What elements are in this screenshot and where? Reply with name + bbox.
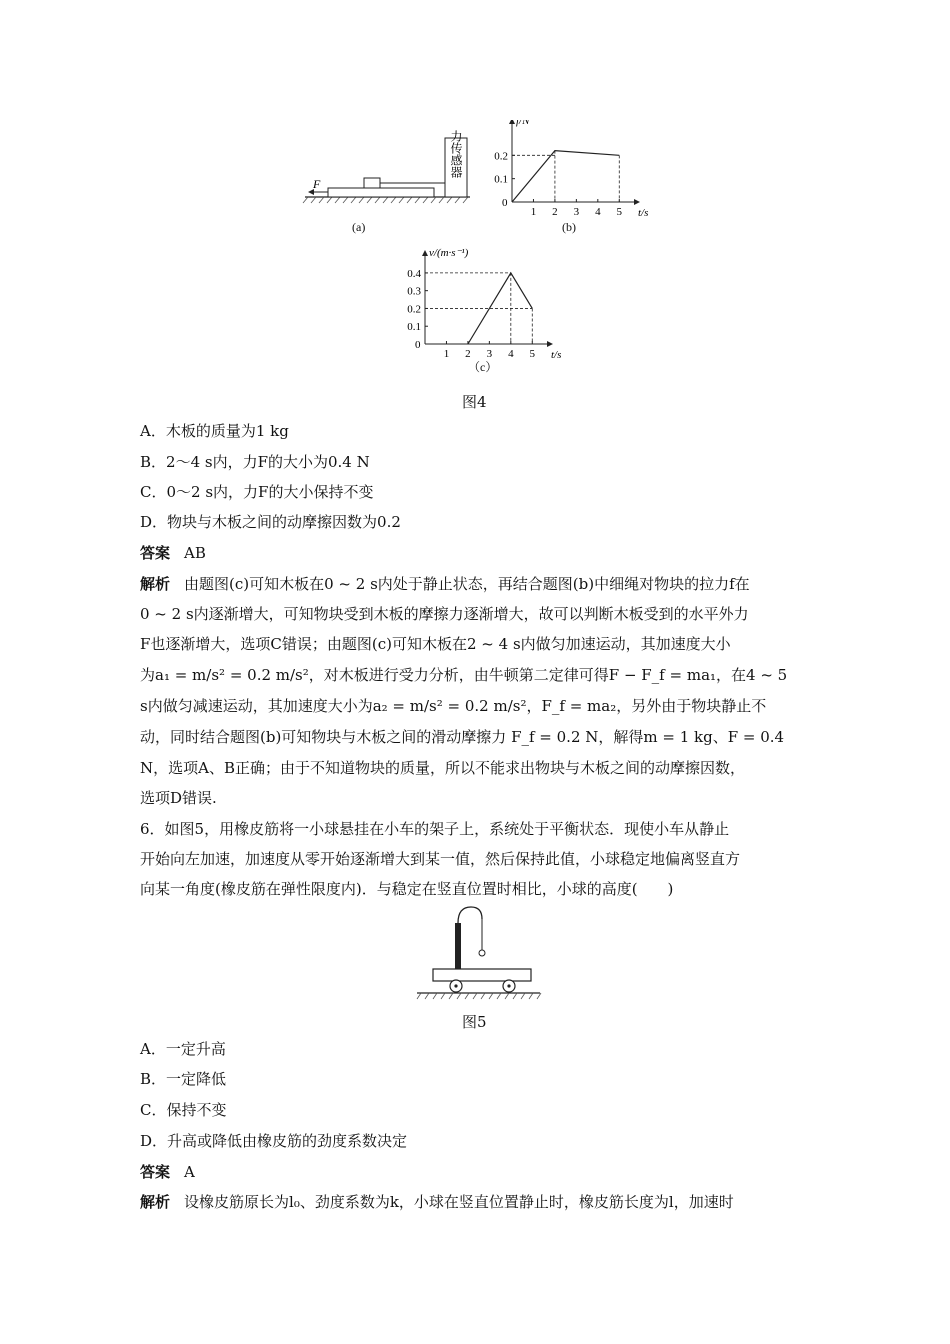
answer-key: 答案 [140,1163,171,1181]
q5-analysis-5: s内做匀减速运动，其加速度大小为a₂ = m/s² = 0.2 m/s²，F_f = ma₂，另外由于物块静止不 [140,697,767,715]
x-tick-label: 5 [616,206,623,218]
q5-option-a: A．木板的质量为1 kg [140,422,289,440]
q5-analysis-7: N，选项A、B正确；由于不知道物块的质量，所以不能求出物块与木板之间的动摩擦因数， [140,759,745,777]
q6-analysis [140,1192,734,1212]
q5-option-b: B．2～4 s内，力F的大小为0.4 N [140,453,370,471]
x-axis-label: t/s [638,207,649,219]
x-tick-label: 1 [443,348,450,360]
friction-series-line [512,151,619,202]
q5-analysis-3: F也逐渐增大，选项C错误；由题图(c)可知木板在2 ~ 4 s内做匀加速运动，其加速度大小 [140,635,731,653]
analysis-text: 设橡皮筋原长为l₀、劲度系数为k，小球在竖直位置静止时，橡皮筋长度为l，加速时 [184,1193,734,1211]
x-tick-label: 5 [529,348,536,360]
q5-analysis-6: 动，同时结合题图(b)可知物块与木板之间的滑动摩擦力 F_f = 0.2 N，解得m = 1 kg、F = 0.4 [140,728,785,746]
origin-label: 0 [502,197,508,209]
y-tick-label: 0.1 [494,173,508,186]
analysis-key: 解析 [140,1193,171,1211]
figure-5 [415,905,545,1005]
x-tick-label: 3 [573,206,580,218]
q6-stem-1: 6．如图5，用橡皮筋将一小球悬挂在小车的架子上，系统处于平衡状态．现使小车从静止 [140,820,730,838]
q6-option-b: B．一定降低 [140,1070,227,1088]
y-tick-label: 0.1 [407,321,421,334]
q5-answer [140,543,206,563]
x-axis-label: t/s [551,349,562,361]
figure-4b [490,120,650,240]
q6-stem-3: 向某一角度(橡皮筋在弹性限度内)．与稳定在竖直位置时相比，小球的高度( ) [140,880,674,898]
y-tick-label: 0.2 [407,303,421,316]
board-sensor-diagram [300,130,480,240]
sublabel-c: （c） [468,360,498,374]
x-tick-label: 4 [508,348,514,360]
q5-analysis-1 [140,574,750,594]
x-tick-label: 3 [486,348,493,360]
answer-value: AB [184,544,206,562]
y-axis-arrow [509,120,515,124]
q5-option-d: D．物块与木板之间的动摩擦因数为0.2 [140,513,401,531]
cart-pendulum-diagram [415,905,545,1005]
figure-4-caption: 图4 [462,393,487,411]
q6-option-a: A．一定升高 [140,1040,226,1058]
velocity-time-chart [380,245,580,365]
q5-analysis-2: 0 ~ 2 s内逐渐增大，可知物块受到木板的摩擦力逐渐增大，故可以判断木板受到的水平外力 [140,605,749,623]
analysis-text: 由题图(c)可知木板在0 ~ 2 s内处于静止状态，再结合题图(b)中细绳对物块的拉力f在 [184,575,750,593]
figure-4a [300,130,480,240]
y-axis-arrow [422,250,428,256]
y-tick-label: 0.2 [494,150,508,163]
sensor-label: 力传感器 [449,130,463,178]
y-tick-label: 0.4 [407,267,421,280]
figure-5-caption: 图5 [462,1013,487,1031]
figure-4c [380,245,580,375]
x-tick-label: 4 [595,206,601,218]
answer-key: 答案 [140,544,171,562]
x-tick-label: 1 [530,206,537,218]
q6-option-c: C．保持不变 [140,1101,227,1119]
y-tick-label: 0.3 [407,285,421,298]
q6-answer [140,1162,195,1182]
sublabel-a: (a) [352,220,366,234]
answer-value: A [184,1163,195,1181]
analysis-key: 解析 [140,575,171,593]
origin-label: 0 [415,339,421,351]
force-label: F [313,177,321,191]
q5-analysis-4: 为a₁ = m/s² = 0.2 m/s²，对木板进行受力分析，由牛顿第二定律可得F − F_f = ma₁，在4 ~ 5 [140,666,788,684]
q6-stem-2: 开始向左加速，加速度从零开始逐渐增大到某一值，然后保持此值，小球稳定地偏离竖直方 [140,850,741,868]
x-tick-label: 2 [552,206,558,218]
sublabel-b: (b) [562,220,576,234]
q6-option-d: D．升高或降低由橡皮筋的劲度系数决定 [140,1132,408,1150]
x-axis-arrow [547,341,553,347]
q5-option-c: C．0～2 s内，力F的大小保持不变 [140,483,374,501]
x-tick-label: 2 [465,348,471,360]
q5-analysis-8: 选项D错误. [140,789,217,807]
y-axis-label: f/N [516,120,530,127]
y-axis-label: v/(m·s⁻¹) [429,247,469,259]
friction-time-chart [490,120,650,220]
x-axis-arrow [634,199,640,205]
